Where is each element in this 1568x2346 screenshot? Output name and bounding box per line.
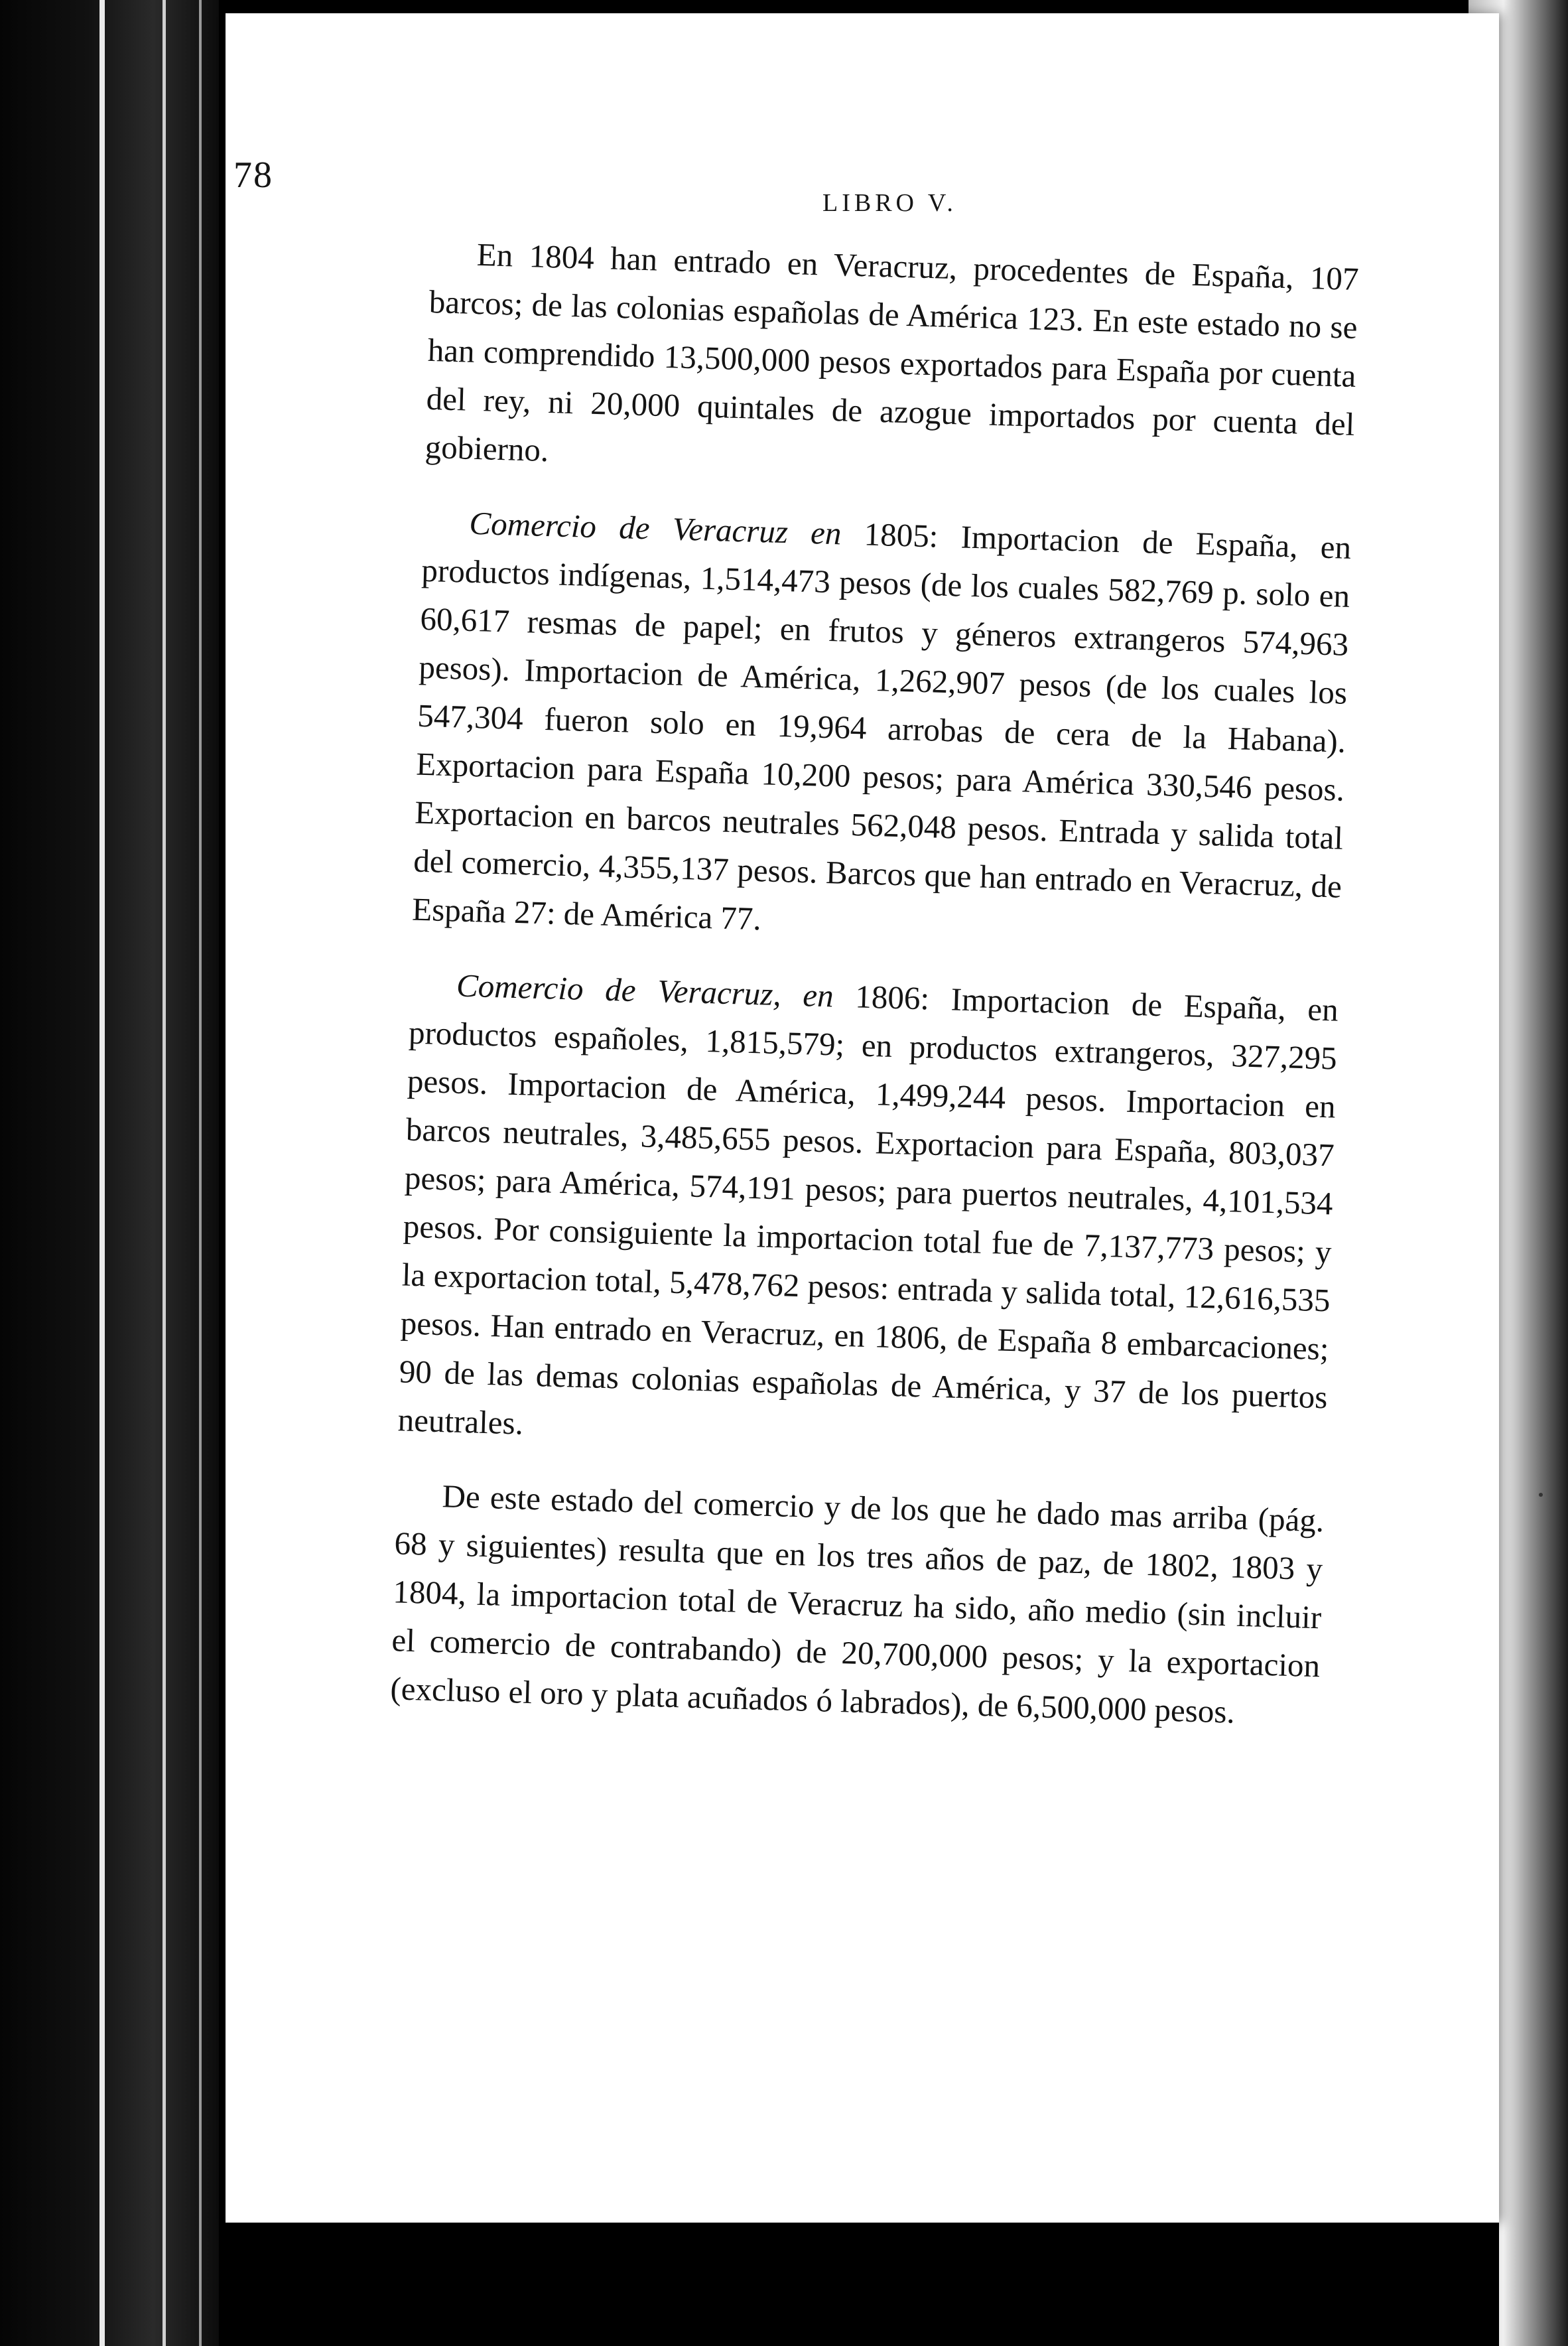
binding-stripe bbox=[99, 0, 105, 2346]
running-head: LIBRO V. bbox=[822, 189, 957, 217]
scan-bottom-margin bbox=[226, 2223, 1499, 2346]
paragraph bbox=[390, 1470, 1325, 1738]
italic-heading: Comercio de Veracruz, en bbox=[456, 967, 856, 1015]
scan-speck bbox=[1539, 1493, 1543, 1497]
binding-stripe bbox=[163, 0, 166, 2346]
text-run: 1806: Importacion de España, en productos españoles, 1,815,579; en productos extrangeros, 327,295 pesos. Importacion de América, 1,499,244 pesos. Importacion en barcos neutrales, 3,485,655 pesos. Exportacion para España, 803,037 pesos; para América, 574,191 pesos; para puertos neutrales, 4,101,534 pesos. Por consiguiente la importacion total fue de 7,137,773 pesos; y la exportacion total, 5,478,762 pesos: entrada y salida total, 12,616,535 pesos. Han entrado en Veracruz, en 1806, de España 8 embarcaciones; 90 de las demas colonias españolas de América, y 37 de los puertos neutrales. bbox=[397, 978, 1339, 1442]
text-run: En 1804 han entrado en Veracruz, procedentes de España, 107 barcos; de las colonias españolas de América 123. En este estado no se han comprendido 13,500,000 pesos exportados para España por cuenta del rey, ni 20,000 quintales de azogue importados por cuenta del gobierno. bbox=[425, 236, 1360, 469]
book-binding bbox=[0, 0, 219, 2346]
paragraph bbox=[425, 229, 1360, 497]
paragraph bbox=[411, 498, 1352, 959]
text-run: De este estado del comercio y de los que he dado mas arriba (pág. 68 y siguientes) resulta que en los tres años de paz, de 1802, 1803 y 1804, la importacion total de Veracruz ha sido, año medio (sin incluir el comercio de contrabando) de 20,700,000 pesos; y la exportacion (excluso el oro y plata acuñados ó labrados), de 6,500,000 pesos. bbox=[389, 1478, 1325, 1730]
paragraph bbox=[397, 960, 1339, 1470]
italic-heading: Comercio de Veracruz en bbox=[468, 504, 865, 553]
page-number: 78 bbox=[233, 155, 273, 196]
text-run: 1805: Importacion de España, en productos indígenas, 1,514,473 pesos (de los cuales 582,769 p. solo en 60,617 resmas de papel; en frutos y géneros extrangeros 574,963 pesos). Importacion de América, 1,262,907 pesos (de los cuales los 547,304 fueron solo en 19,964 arrobas de cera de la Habana). Exportacion para España 10,200 pesos; para América 330,546 pesos. Exportacion en barcos neutrales 562,048 pesos. Entrada y salida total del comercio, 4,355,137 pesos. Barcos que han entrado en Veracruz, de España 27: de América 77. bbox=[411, 516, 1352, 937]
binding-stripe bbox=[199, 0, 202, 2346]
body-text bbox=[389, 229, 1359, 1765]
